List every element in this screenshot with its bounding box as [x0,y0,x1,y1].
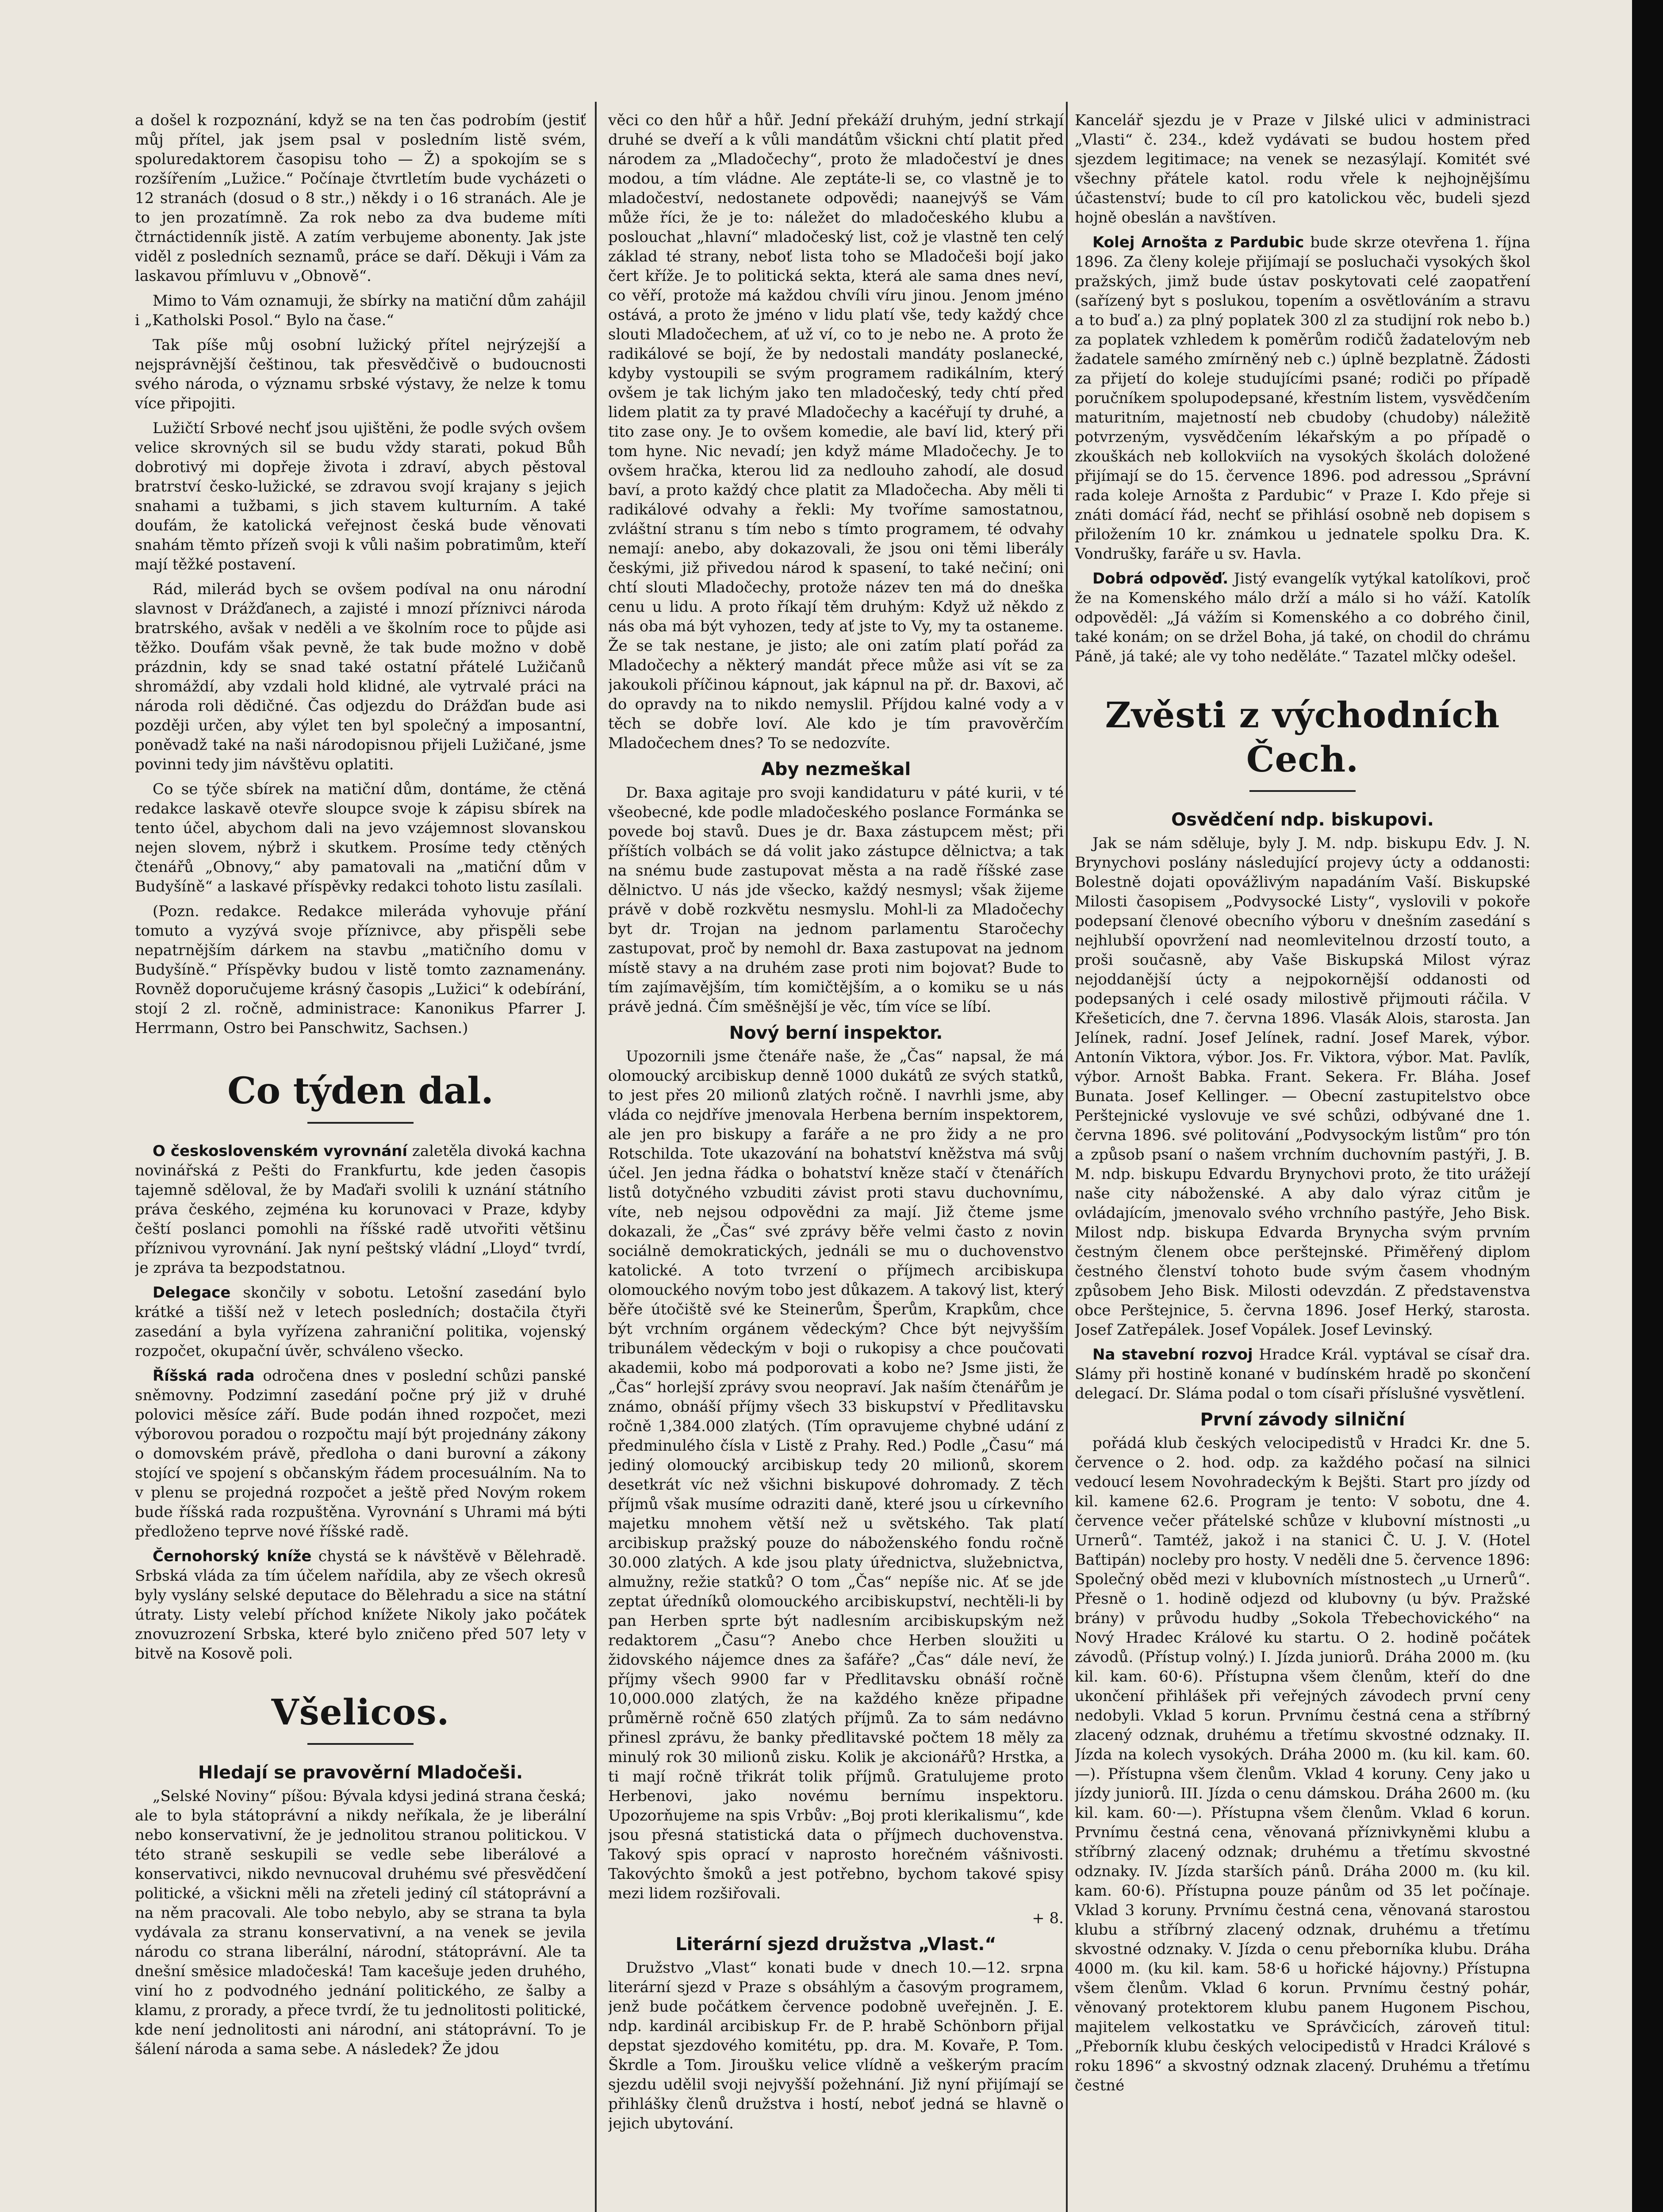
news-lead: Kolej Arnošta z Pardubic [1092,234,1304,251]
news-text: chystá se k návštěvě v Bělehradě. Srbská vláda za tím účelem nařídila, aby ze všech okresů byly vyslány selské deputace do Bělehradu a sice na státní útraty. Listy velebí příchod knížete Nikoly jako počátek znovuzrození Srbska, které bylo zničeno před 507 lety v bitvě na Kosově poli. [135,1548,586,1663]
subheading: Literární sjezd družstva „Vlast.“ [675,1934,996,1955]
article-paragraph: pořádá klub českých velocipedistů v Hradci Kr. dne 5. července o 2. hod. odp. za každého počasí na silnici vedoucí lesem Novohradeckým k Bejšti. Start pro jízdy od kil. kamene 62.6. Program je tento: V sobotu, dne 4. července večer přátelské schůze v klubovní místnosti „u Urnerů“. Tamtéž, jakož i na stanici Č. U. J. V. (Hotel Baťtipán) nocleby pro hosty. V neděli dne 5. července 1896: Společný oběd mezi v klubovních místnostech „u Urnerů“. Přesně o 1. hodině odjezd od klubovny (u býv. Pražské brány) v průvodu hudby „Sokola Třebechovického“ na Nový Hradec Králové ku startu. O 2. hodině počátek závodů. (Přístup volný.) I. Jízda juniorů. Dráha 2000 m. (ku kil. kam. 60·6). Přístupna všem členům, kteří do dne ukončení přihlášek při veřejných závodech první ceny nedobyli. Vklad 5 korun. Prvnímu čestná cena a stříbrný zlacený odznak, druhému a třetímu skvostné odznaky. II. Jízda na kolech vysokých. Dráha 2000 m. (ku kil. kam. 60.—). Přístupna všem členům. Vklad 4 koruny. Ceny jako u jízdy juniorů. III. Jízda o cenu dámskou. Dráha 2600 m. (ku kil. kam. 60·—). Přístupna všem členům. Vklad 6 korun. Prvnímu čestná cena, věnovaná příznivkyněmi klubu a stříbrný zlacený odznak; druhému a třetímu skvostné odznaky. IV. Jízda starších pánů. Dráha 2000 m. (ku kil. kam. 60·6). Přístupna pouze pánům od 35 let počínaje. Vklad 3 koruny. Prvnímu čestná cena, věnovaná starostou klubu a stříbrný zlacený odznak, druhému a třetímu skvostné odznaky. V. Jízda o cenu přeborníka klubu. Dráha 4000 m. (ku kil. kam. 58·6 u hořické hájovny.) Přístupna všem členům. Vklad 6 korun. Prvnímu čestný pohár, věnovaný protektorem klubu panem Hugonem Pischou, majitelem velkostatku ve Správčicích, zároveň titul: „Přeborník klubu českých velocipedistů v Hradci Králové s roku 1896“ a skvostný odznak zlacený. Druhému a třetímu čestné [1075,1434,1530,2094]
section-heading-vselicos: Všelicos. [135,1690,586,1745]
news-lead: Na stavební rozvoj [1092,1346,1253,1363]
article-paragraph: Co se týče sbírek na matiční dům, dontáme, že ctěná redakce laskavě otevře sloupce svoje k zápisu sbírek na tento účel, abychom dali na jevo vzájemnost slovanskou nejen slovem, nýbrž i skutkem. Prosíme tedy ctěných čtenářů „Obnovy,“ aby pamatovali na „matiční dům v Budyšíně“ a laskavé příspěvky redakci tohoto listu zasílali. [135,780,586,895]
news-item [135,1141,586,1278]
news-lead: O československém vyrovnání [153,1142,407,1160]
article-paragraph: „Selské Noviny“ píšou: Bývala kdysi jediná strana česká; ale to byla státoprávní a nikdy neříkala, že je liberální nebo konservativní, že je jednolitou stranou politickou. V této straně seskupili se vedle sebe liberálové a konservativci, nikdo nevnucoval druhému své přesvědčení politické, a všickni měli na zřeteli jediný cíl státoprávní a na něm pracovali. Ale tobo nebylo, aby se strana ta byla vydávala za stranu konservativní, a na venek se jevila národu co strana liberální, národní, státoprávní. Ale ta dnešní směsice mladočeská! Tam kacešuje jeden druhého, viní ho z podvodného jednání politického, ze šalby a klamu, z prorady, a přece tvrdí, že tu jednolitosti politické, kde není jednolitosti ani národní, ani státoprávní. To je šálení národa a sama sebe. A následek? Že jdou [135,1787,586,2058]
news-item [135,1366,586,1541]
editor-note: (Pozn. redakce. Redakce mileráda vyhovuje přání tomuto a vyzývá svoje příznivce, aby přispěli sebe nepatrnějším dárkem na stavbu „matičního domu v Budyšíně.“ Příspěvky budou v listě tomto zaznamenány. Rovněž doporučujeme krásný časopis „Lužici“ k odebírání, stojí 2 zl. ročně, administrace: Kanonikus Pfarrer J. Herrmann, Ostro bei Panschwitz, Sachsen.) [135,902,586,1037]
article-paragraph: Jak se nám sděluje, byly J. M. ndp. biskupu Edv. J. N. Brynychovi poslány následující projevy úcty a oddanosti: Bolestně dojati opovážlivým napadáním Vaší. Biskupské Milosti časopisem „Podvysocké Listy“, vyslovili v pokoře podepsaní členové obecního výboru v dnešním zasedání s nejhlubší opovržení nad neomlevitelnou drzostí touto, a proši současně, aby Vaše Biskupská Milost výraz nejoddanější úcty a nejpokornější oddanosti od podepsaných i celé osady milostivě přijmouti ráčila. V Křešeticích, dne 7. června 1896. Vlasák Alois, starosta. Jan Jelínek, radní. Josef Jelínek, radní. Josef Marek, výbor. Antonín Viktora, výbor. Jos. Fr. Viktora, výbor. Mat. Pavlík, výbor. Arnošt Babka. Frant. Sekera. Fr. Bláha. Josef Bunata. Josef Kellinger. — Obecní zastupitelstvo obce Perštejnické vyslovuje ve své schůzi, odbývané dne 1. června 1896. své politování „Podvysockým listům“ pro tón a způsob psaní o našem vrchním duchovním pastýři, J. B. M. ndp. biskupu Edvardu Brynychovi proto, že tito urážejí naše city náboženské. A aby dalo výraz citům je ovládajícím, jmenovalo svého vrchního pastýře, Jeho Bisk. Milost ndp. biskupa Edvarda Brynycha svým prvním čestným členem obce perštejnské. Přiměřený diplom čestného členství tohoto bude svým časem vhodným způsobem Jeho Bisk. Milosti odevzdán. Z představenstva obce Perštejnice, 5. června 1896. Josef Herký, starosta. Josef Zatřepálek. Josef Vopálek. Josef Levinský. [1075,834,1530,1339]
news-text: zaletěla divoká kachna novinářská z Pešti do Frankfurtu, kde jeden časopis tajemně sděloval, že by Maďaři svolili k uznání státního práva českého, zejména ku korunovaci v Praze, kdyby čeští poslanci pomohli na říšské radě utvořiti většinu příznivou vyrovnání. Jak nyní peštský vládní „Lloyd“ tvrdí, je zpráva ta bezpodstatnou. [135,1142,586,1277]
news-lead: Dobrá odpověď. [1092,570,1229,588]
article-paragraph: Mimo to Vám oznamuji, že sbírky na matiční dům zahájil i „Katholski Posol.“ Bylo na čase.“ [135,292,586,329]
column-rule [595,102,597,2212]
article-paragraph: Upozornili jsme čtenáře naše, že „Čas“ napsal, že má olomoucký arcibiskup denně 1000 dukátů ze svých statků, to jest přes 20 milionů zlatých ročně. I navrhli jsme, aby vláda co nejdříve jmenovala Herbena berním inspektorem, ale jen pro biskupy a faráře a ne pro židy a ne pro Rotschilda. Tote ukazování na bohatství kněžstva má svůj účel. Jen jedna řádka o bohatství kněze stačí v čtenářích listů dotyčného vzbuditi závist proti stavu duchovnímu, víte, neb nejsou odpovědni za mají. Již čteme jsme dokazali, že „Čas“ své zprávy běře velmi často z novin sociálně demokratických, jednáli se mu o duchovenstvo katolické. A toto tvrzení o příjmech arcibiskupa olomouckého novým tobo jest důkazem. A takový list, který běře útočiště své ke Steinerům, Šperům, Krapkům, chce být vrchním orgánem vědeckým? Chce být nejvyšším tribunálem vědeckým v boji o rukopisy a chce poučovati akademii, kobo má podporovati a kobo ne? Jsme jisti, že „Čas“ horlejší zprávy svou neopraví. Jak naším čtenářům je známo, obnáší příjmy všech 33 biskupství v Předlitavsku ročně 1,384.000 zlatých. (Tím opravujeme chybné udání z předminulého čísla v Listě z Prahy. Red.) Podle „Času“ má jediný olomoucký arcibiskup tedy 20 milionů, skorem desetkrát víc než všichni biskupové dohromady. Z těch příjmů však musíme odraziti daně, které jsou u církevního majetku mnohem větší než u světského. Tak platí arcibiskup pražský pouze do náboženského fondu ročně 30.000 zlatých. A kde jsou platy úřednictva, služebnictva, almužny, režie statků? O tom „Čas“ nepíše nic. Ať se jde zeptat úředníků olomouckého arcibiskupství, nechtěli-li by pan Herben sprte být nadlesním arcibiskupským než redaktorem „Času“? Anebo chce Herben sloužiti u židovského nájemce dnes za šafáře? „Čas“ dále neví, že příjmy všech 9900 far v Předlitavsku obnáší ročně 10,000.000 zlatých, že na každého kněze připadne průměrně ročně 650 zlatých příjmů. Za to sám nedávno přinesl zprávu, že banky předlitavské počtem 18 měly za minulý rok 30 milionů zisku. Kolik je akcionářů? Hrstka, a ti mají ročně třikrát tolik příjmů. Gratulujeme proto Herbenovi, jako novému bernímu inspektoru. Upozorňujeme na spis Vrbův: „Boj proti klerikalismu“, kde jsou přesná statistická data o příjmech duchovenstva. Takový spis oprací v naprosto horečném vášnivosti. Takovýchto šmoků a jest potřebno, bychom takové spisy mezi lidem rozšiřovali. [608,1048,1064,1902]
subheading: Aby nezmeškal [761,759,911,780]
news-lead: Černohorský kníže [153,1548,312,1565]
news-item [1075,569,1530,666]
news-text: Hradce Král. vyptával se císař dra. Slámy při hostině konané v budínském hradě po skončení delegací. Dr. Sláma podal o tom císaři příslušné vysvětlení. [1075,1346,1530,1402]
scan-edge [1632,0,1663,2212]
column-2 [608,111,1064,2212]
subheading: První závody silniční [1200,1409,1405,1430]
news-lead: Delegace [153,1284,231,1302]
article-paragraph: Kancelář sjezdu je v Praze v Jilské ulici v administraci „Vlasti“ č. 234., kdež vydávati se budou hostem před sjezdem legitimace; na venek se nezasýlají. Komitét své všechny přátele katol. rodu vřele k nejhojnějšímu účastenství; bude to cíl pro katolickou věc, budeli sjezd hojně obeslán a navštíven. [1075,111,1530,227]
news-text: bude skrze otevřena 1. října 1896. Za členy koleje přijímají se posluchači vysokých škol pražských, jimž bude ústav poskytovati celé zaopatření (sařízený byt s poslukou, topením a osvětlováním a stravu a to buď a.) za plný poplatek 300 zl za studijní rok nebo b.) za poplatek vzhledem k poměrům rodičů žadatelovým neb žadatele samého zmírněný neb c.) úplně bezplatně. Žádosti za přijetí do koleje studujícími psané; rodiči po případě poručníkem spolupodepsané, křestním listem, vysvědčením maturitním, majetností neb cbudoby (chudoby) náležitě potvrzeným, vysvědčením lékařským a po případě o zkouškách neb kollokviích na vysokých školách doložené přijímají se do 15. července 1896. pod adressou „Správní rada koleje Arnošta z Pardubic“ v Praze I. Kdo přeje si znáti domácí řád, nechť se přihlásí osobně neb dopisem s přiložením 10 kr. známkou u jednatele spolku Dra. K. Vondrušky, faráře u sv. Havla. [1075,234,1530,563]
news-text: skončily v sobotu. Letošní zasedání bylo krátké a tišší než v letech posledních; dostačila čtyři zasedání a byla vyřízena zahraniční politika, vojenský rozpočet, okupační úvěr, schváleno všecko. [135,1284,586,1360]
column-rule [1066,102,1068,2212]
news-text: Jistý evangelík vytýkal katolíkovi, proč že na Komenského málo drží a málo si ho váží. Katolík odpověděl: „Já vážím si Komenského a co dobrého činil, také konám; on se držel Boha, já také, on chodil do chrámu Páně, já také; ale vy toho neděláte.“ Tazatel mlčky odešel. [1075,570,1530,665]
subheading: Nový berní inspektor. [729,1023,943,1043]
author-sign: + 8. [1032,1909,1064,1927]
article-paragraph: Lužičtí Srbové nechť jsou ujištěni, že podle svých ovšem velice skrovných sil se budu vždy starati, pokud Bůh dobrotivý mi dopřeje života i zdraví, abych pěstoval bratrství česko-lužické, se zdravou svojí krajany s jejich snahami a tužbami, s jich stavem kulturním. A také doufám, že katolická veřejnost česká bude věnovati snahám těmto přízeň svoji k vůli našim pobratimům, kteří mají těžké postavení. [135,419,586,573]
article-paragraph: Tak píše můj osobní lužický přítel nejrýzejší a nejsprávnější češtinou, tak přesvědčivě o budoucnosti svého národa, o významu srbské výstavy, že nelze k tomu více připojiti. [135,336,586,412]
news-item [1075,233,1530,564]
news-text: odročena dnes v poslední schůzi panské sněmovny. Podzimní zasedání počne prý již v druhé polovici měsíce září. Bude podán ihned rozpočet, mezi výborovou poradou o rozpočtu mají být projednány zákony o domovském právě, předloha o dani burovní a zákony stojící ve spojení s občanským řádem procesuálním. Na to v plenu se projedná rozpočet a ještě před Novým rokem bude říšská rada rozpuštěna. Vyrovnání s Uhrami má býti předloženo teprve nové říšské radě. [135,1367,586,1540]
column-1 [135,111,586,2212]
subheading: Osvědčení ndp. biskupovi. [1171,810,1434,830]
article-paragraph: Rád, milerád bych se ovšem podíval na onu národní slavnost v Drážďanech, a zajisté i mnozí příznivci národa bratrského, avšak v neděli a ve školním roce to půjde asi těžko. Doufám však pevně, že tak bude možno v době prázdnin, kdy se snad také ostatní přátelé Lužičanů shromáždí, aby vzdali hold klidné, ale vytrvalé práci na národa roli dědičné. Čas odjezdu do Drážďan bude asi později určen, aby výlet ten byl společný a imposantní, poněvadž také na naši národopisnou přijeli Lužičané, jsme povinni tedy jim návštěvu oplatiti. [135,580,586,773]
article-paragraph: věci co den hůř a hůř. Jední překáží druhým, jední strkají druhé se dveří a k vůli mandátům všickni chtí platit před národem za „Mladočechy“, proto že mladočeství je dnes modou, a tím vládne. Ale zeptáte-li se, co vlastně je to mladočeství, nedostanete odpovědi; naanejvýš se Vám může říci, že je to: náležet do mladočeského klubu a poslouchat „hlavní“ mladočeský list, což je vlastně ten celý základ té strany, neboť lista toho se Mladočeši bojí jako čert kříže. Je to politická sekta, která ale sama dnes neví, co věří, protože má každou chvíli víru jinou. Jenom jméno ostává, a proto že jméno v lidu platí vše, tedy každý chce slouti Mladočechem, ať už ví, co to je nebo ne. A proto že radikálové se bojí, že by nedostali mandáty poslanecké, kdyby vystoupili se svým programem radikálním, který ovšem je tak lichým jako ten mladočeský, tedy chtí před lidem platit za ty pravé Mladočechy a kacéřují ty druhé, a tito zase ony. Je to ovšem komedie, ale baví lid, který při tom hyne. Nic nevadí; jen když máme Mladočechy. Je to ovšem hračka, kterou lid za nedlouho zahodí, ale dosud baví, a proto každý chce platit za Mladočecha. Aby měli ti radikálové odvahy a řekli: My tvoříme samostatnou, zvláštní stranu s tím nebo s tímto programem, té odvahy nemají: anebo, aby dokazovali, že jsou oni těmi liberály českými, již přivedou národ k spasení, to také nečiní; oni chtí slouti Mladočechy, protože název ten má do dneška cenu u lidu. A proto říkají těm druhým: Když už někdo z nás oba má být vyhozen, tedy ať jste to Vy, my ta ostaneme. Že se tak nestane, je jisto; ale oni zatím platí pořád za Mladočechy a některý mandát přece může asi vít se za jakoukoli příčinou kápnout, jak kápnul na př. dr. Baxovi, ač do opravdy na to nikdo nemyslil. Příjdou kalné vody a v těch se dobře loví. Ale kdo je tím pravověrčím Mladočechem dnes? To se nedozvíte. [608,111,1064,752]
news-item [135,1547,586,1663]
section-heading-zvesti: Zvěsti z východních Čech. [1075,693,1530,792]
subheading: Hledají se pravověrní Mladočeši. [198,1763,523,1783]
news-item [1075,1345,1530,1403]
column-3 [1075,111,1530,2212]
article-paragraph: a došel k rozpoznání, když se na ten čas podrobím (jestiť můj přítel, jak jsem psal v posledním listě svém, spoluredaktorem časopisu toho — Ž) a spokojím se s rozšířením „Lužice.“ Počínaje čtvrtletím bude vycházeti o 12 stranách (dosud o 8 str.,) někdy i o 16 stranách. Ale je to jen prozatímně. Za rok nebo za dva budeme míti čtrnáctidenník jistě. A zatím verbujeme abonenty. Jak jste viděl z posledních seznamů, práce se daří. Děkuji i Vám za laskavou přímluvu v „Obnově“. [135,111,586,285]
section-heading-co-tyden-dal: Co týden dal. [135,1069,586,1124]
news-lead: Říšská rada [153,1367,255,1385]
article-paragraph: Družstvo „Vlast“ konati bude v dnech 10.—12. srpna literární sjezd v Praze s obsáhlým a časovým programem, jenž bude počátkem července podobně uveřejněn. J. E. ndp. kardinál arcibiskup Fr. de P. hrabě Schönborn přijal depstat sjezdového komitétu, pp. dra. M. Kovaře, P. Tom. Škrdle a Tom. Jiroušku velice vlídně a veškerým pracím sjezdu udělil svoji nejvyšší požehnání. Již nyní přijímají se přihlášky členů družstva i hostí, neboť jedná se hlavně o jejich ubytování. [608,1959,1064,2132]
article-paragraph: Dr. Baxa agitaje pro svoji kandidaturu v páté kurii, v té všeobecné, kde podle mladočeského poslance Formánka se povede boj stavů. Dues je dr. Baxa zástupcem měst; při příštích volbách se dá volit jako zástupce dělnictva; a tak na snému bude zastupovat města a na radě říšské zase dělnictvo. U nás jde všecko, každý nesmysl; však žijeme právě v době rozkvětu nesmyslu. Mohl-li za Mladočechy byt dr. Trojan na jednom parlamentu Staročechy zastupovat, proč by nemohl dr. Baxa zastupovat na jednom místě stavy a na druhém zase proti nim bojovat? Bude to tím zajímavějším, tím komičtějším, a o komiku se u nás právě jedná. Čím směšnější je věc, tím více se líbí. [608,784,1064,1016]
news-item [135,1283,586,1361]
